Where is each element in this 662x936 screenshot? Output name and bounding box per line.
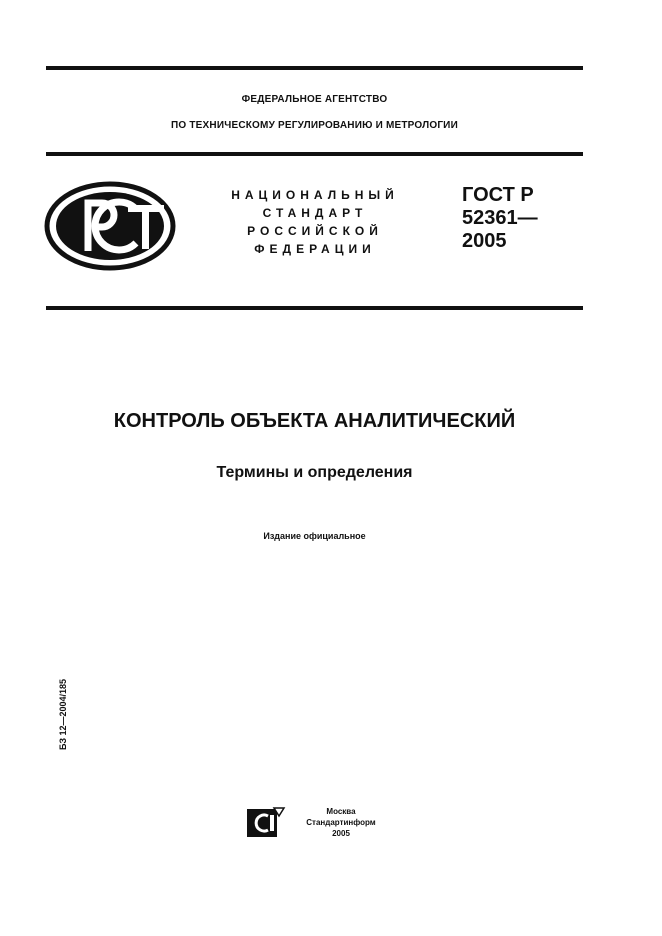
document-title: КОНТРОЛЬ ОБЪЕКТА АНАЛИТИЧЕСКИЙ xyxy=(113,410,516,432)
gost-logo xyxy=(44,181,176,276)
publisher-name: Стандартинформ xyxy=(306,818,376,827)
standard-code-line-1: ГОСТ Р xyxy=(462,184,534,206)
header-rule xyxy=(46,152,583,156)
national-line-3: РОССИЙСКОЙ xyxy=(247,224,383,238)
lower-rule xyxy=(46,306,583,310)
edition-label: Издание официальное xyxy=(263,531,366,541)
agency-line-1: ФЕДЕРАЛЬНОЕ АГЕНТСТВО xyxy=(241,94,388,105)
publisher-logo xyxy=(246,806,286,843)
side-note: БЗ 12—2004/185 xyxy=(58,678,68,750)
top-rule xyxy=(46,66,583,70)
standard-code xyxy=(462,184,538,253)
national-line-1: НАЦИОНАЛЬНЫЙ xyxy=(231,188,399,202)
publisher-year: 2005 xyxy=(332,829,350,838)
standard-code-line-3: 2005 xyxy=(462,230,507,252)
publisher-info xyxy=(296,806,386,839)
agency-line-2: ПО ТЕХНИЧЕСКОМУ РЕГУЛИРОВАНИЮ И МЕТРОЛОГИИ xyxy=(171,120,458,131)
national-line-4: ФЕДЕРАЦИИ xyxy=(254,242,376,256)
publisher-city: Москва xyxy=(326,807,356,816)
standard-code-line-2: 52361— xyxy=(462,207,538,229)
national-line-2: СТАНДАРТ xyxy=(262,206,368,220)
document-subtitle: Термины и определения xyxy=(216,464,413,481)
national-standard-text xyxy=(200,186,430,258)
